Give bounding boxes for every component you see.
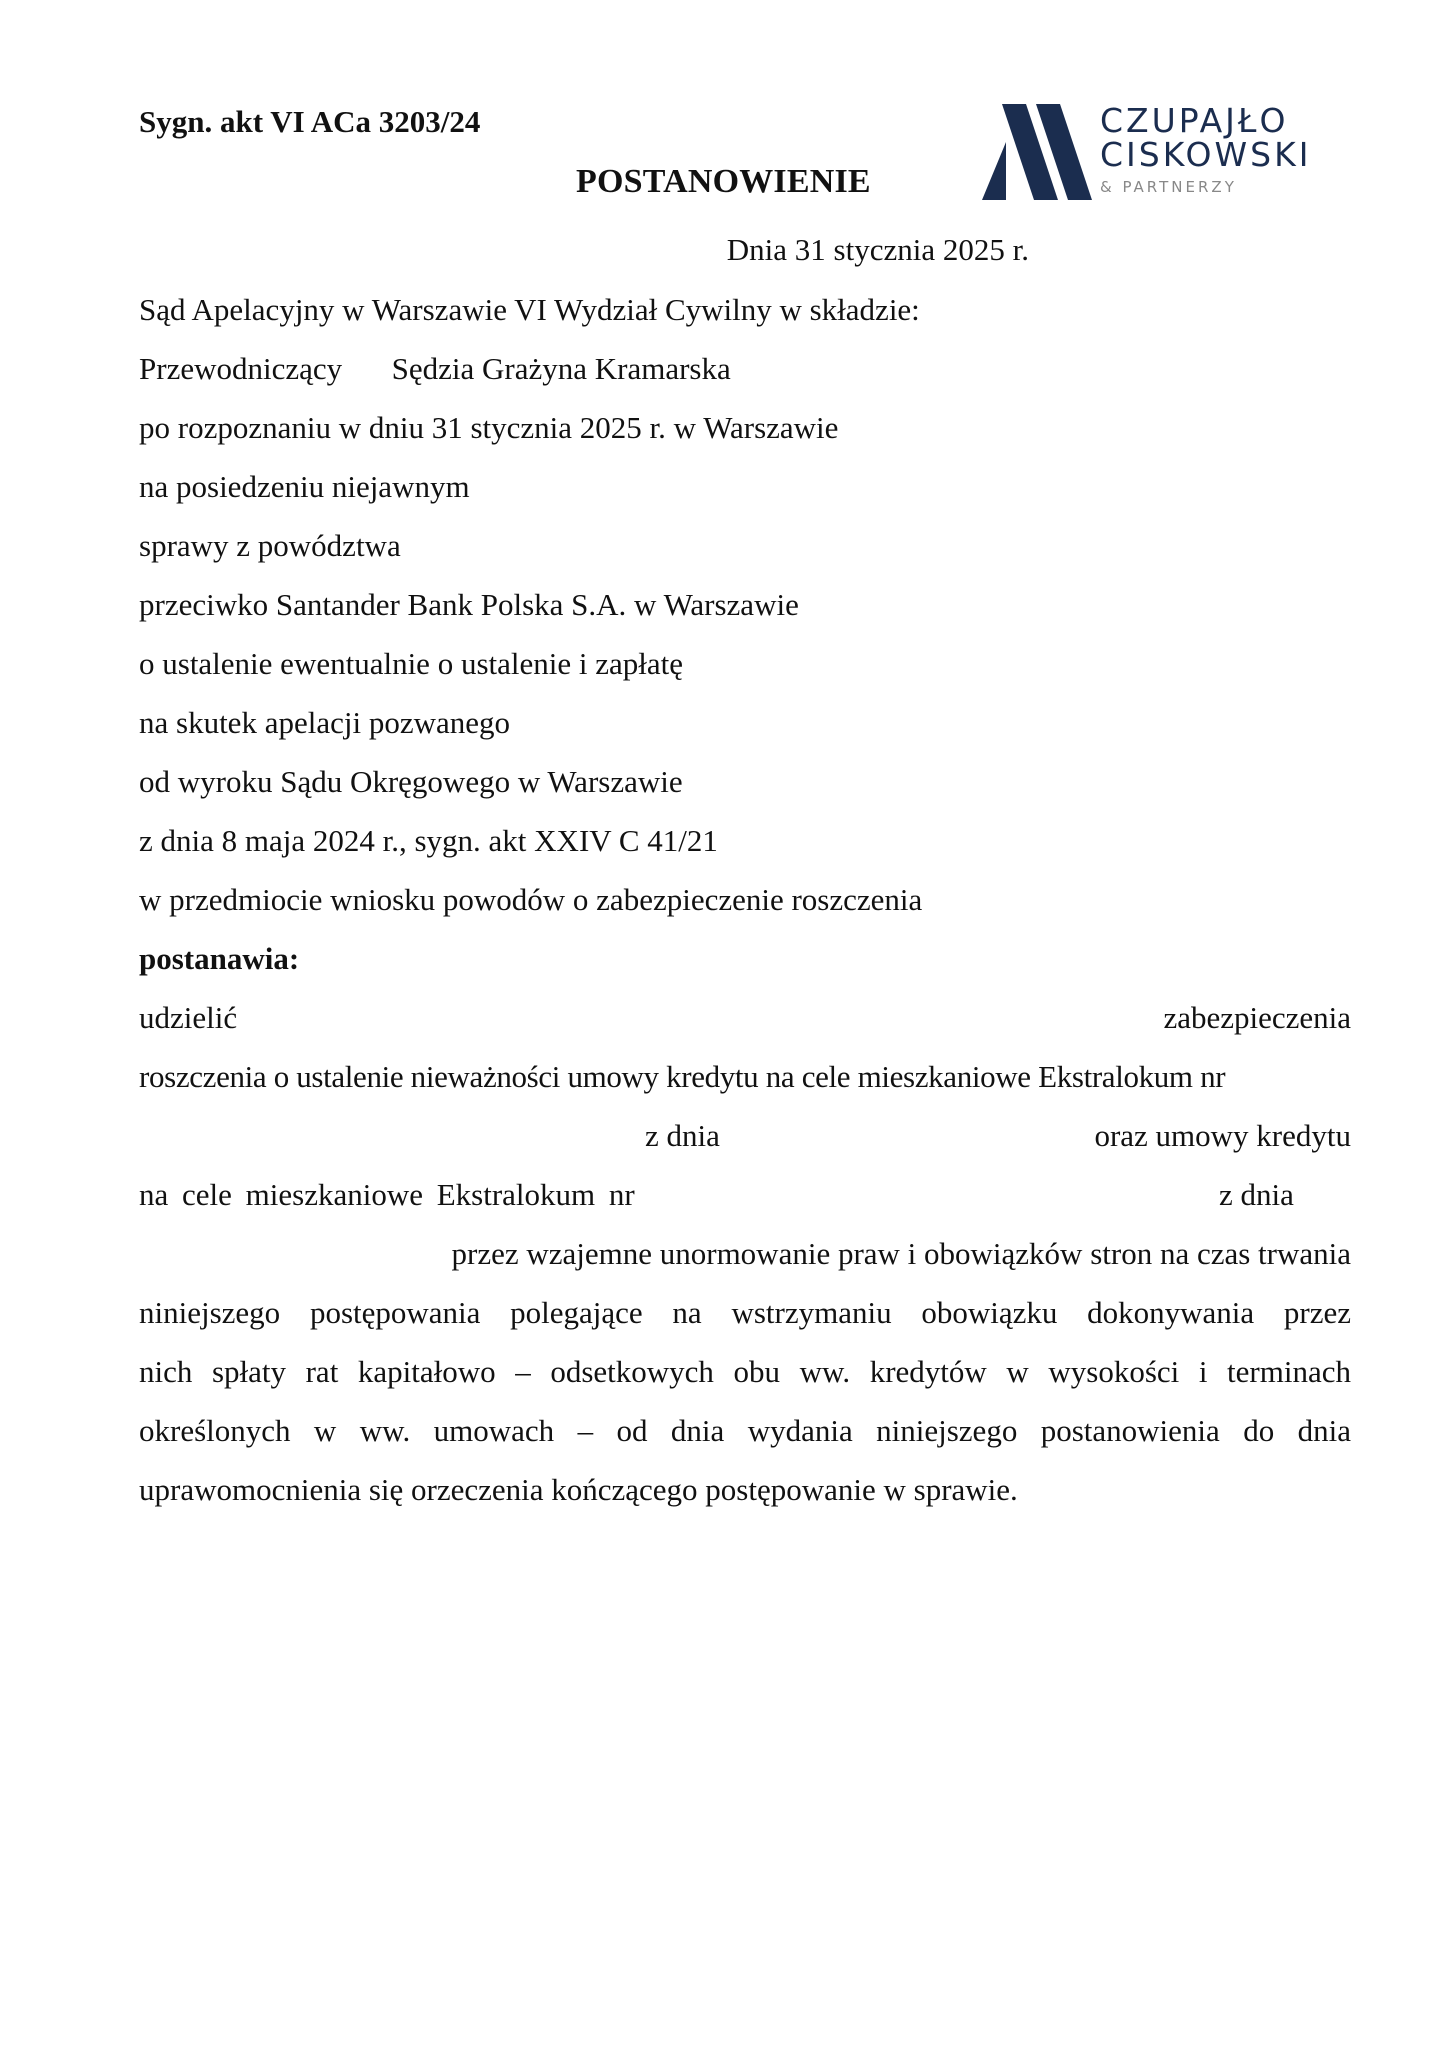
case-signature: Sygn. akt VI ACa 3203/24 <box>139 104 481 139</box>
presiding-role: Przewodniczący <box>139 351 343 386</box>
defendant-line: przeciwko Santander Bank Polska S.A. w Warszawie <box>139 587 799 622</box>
court-composition-intro: Sąd Apelacyjny w Warszawie VI Wydział Cywilny w składzie: <box>139 292 920 327</box>
decision-line-7: nich spłaty rat kapitałowo – odsetkowych obu ww. kredytów w wysokości i terminach <box>139 1354 1351 1389</box>
claim-subject-line: o ustalenie ewentualnie o ustalenie i zapłatę <box>139 646 683 681</box>
decision-line-8: określonych w ww. umowach – od dnia wydania niniejszego postanowienia do dnia <box>139 1413 1351 1448</box>
decision-line-1 <box>139 1000 1351 1036</box>
judgment-court-line: od wyroku Sądu Okręgowego w Warszawie <box>139 764 683 799</box>
decision-text: na cele mieszkaniowe Ekstralokum nr <box>139 1177 635 1212</box>
decision-label: postanawia: <box>139 941 300 976</box>
decision-text: zabezpieczenia <box>1163 1000 1351 1035</box>
logo-mark-icon <box>982 104 1092 204</box>
logo-text-line1: CZUPAJŁO <box>1100 101 1289 140</box>
decision-text: z dnia <box>1219 1177 1294 1212</box>
presiding-judge-name: Sędzia Grażyna Kramarska <box>391 351 731 386</box>
motion-subject-line: w przedmiocie wniosku powodów o zabezpieczenie roszczenia <box>139 882 923 917</box>
decision-text: z dnia <box>645 1118 720 1153</box>
session-type-line: na posiedzeniu niejawnym <box>139 469 470 504</box>
presiding-judge-line <box>139 351 731 387</box>
law-firm-logo <box>982 100 1342 206</box>
decision-text: oraz umowy kredytu <box>1094 1118 1351 1153</box>
appeal-line: na skutek apelacji pozwanego <box>139 705 510 740</box>
decision-line-4 <box>139 1177 1351 1217</box>
decision-text: udzielić <box>139 1000 238 1035</box>
hearing-date-line: po rozpoznaniu w dniu 31 stycznia 2025 r. w Warszawie <box>139 410 839 445</box>
decision-line-2: roszczenia o ustalenie nieważności umowy kredytu na cele mieszkaniowe Ekstralokum nr <box>139 1059 1226 1094</box>
plaintiff-line: sprawy z powództwa <box>139 528 401 563</box>
decision-line-5: przez wzajemne unormowanie praw i obowiązków stron na czas trwania <box>451 1236 1351 1271</box>
logo-text-line2: CISKOWSKI <box>1100 135 1312 174</box>
logo-text-line3: & PARTNERZY <box>1100 178 1237 196</box>
document-title: POSTANOWIENIE <box>576 163 871 200</box>
judgment-date-line: z dnia 8 maja 2024 r., sygn. akt XXIV C 41/21 <box>139 823 718 858</box>
document-date: Dnia 31 stycznia 2025 r. <box>726 232 1029 267</box>
decision-line-6: niniejszego postępowania polegające na wstrzymaniu obowiązku dokonywania przez <box>139 1295 1351 1330</box>
decision-line-9: uprawomocnienia się orzeczenia kończącego postępowanie w sprawie. <box>139 1472 1018 1507</box>
decision-line-3 <box>139 1118 1351 1158</box>
